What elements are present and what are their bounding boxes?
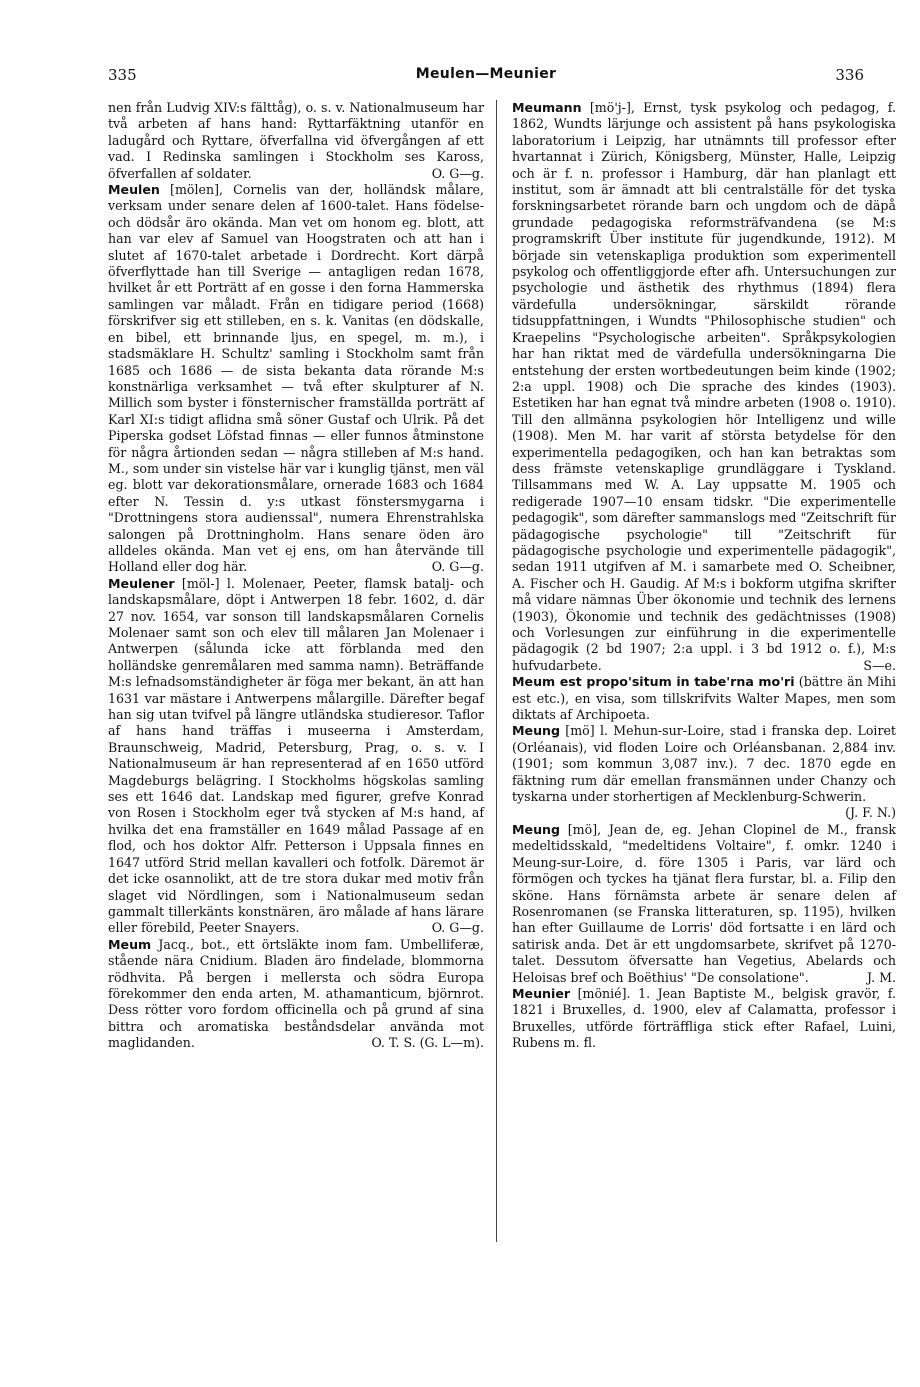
page-number-left: 335 (108, 66, 137, 84)
headword: Meum (108, 936, 152, 952)
entry-text: [mönié]. 1. Jean Baptiste M., belgisk gravör, f. 1821 i Bruxelles, d. 1900, elev af Calamatta, professor i Bruxelles, utförde förträffliga stick efter Rafael, Luini, Rubens m. fl. (512, 985, 896, 1051)
headword: Meum est propo'situm in tabe'rna mo'ri (512, 674, 795, 690)
signature: O. T. S. (G. L—m). (371, 1035, 484, 1051)
column-divider (496, 100, 497, 1242)
entry-text: [mö] l. Mehun-sur-Loire, stad i franska dep. Loiret (Orléanais), vid floden Loire och Orléansbanan. 2,884 inv. (1901; som kommun 3,087 inv.). 7 dec. 1870 egde en fäktning rum där emellan fransmännen under Chanzy och tyskarna under storhertigen af Mecklenburg-Schwerin. (512, 723, 896, 805)
page-header (108, 66, 864, 90)
entry-meunier (512, 986, 896, 1052)
page-number-right: 336 (835, 66, 864, 84)
signature: (J. F. N.) (845, 805, 896, 821)
signature: O. G—g. (431, 559, 484, 575)
entry-meung-stad (512, 723, 896, 821)
entry-text: [mö'j-], Ernst, tysk psykolog och pedagog, f. 1862, Wundts lärjunge och assistent på hans psykologiska laboratorium i Leipzig, har utnämnts till professor efter hvartannat i Zürich, Königsberg, Münster, Halle, Leipzig och är f. n. professor i Hamburg, där han planlagt ett institut, som är ämnadt att bli centralställe för det tyska forskningsarbetet rörande barn och ungdom och de däpå grundade pedagogiska reformsträfvandena (se M:s programskrift Über institute für jugendkunde, 1912). M började sin vetenskapliga produktion som experimentell psykolog och offentliggjorde efter afh. Untersuchungen zur psychologie und ästhetik des rhythmus (1894) flera värdefulla undersökningar, särskildt rörande tidsuppfattningen, i Wundts "Philosophische studien" och Kraepelins "Psychologische arbeiten". Språkpsykologien har han riktat med de värdefulla undersökningarna Die entstehung der ersten wortbedeutungen beim kinde (1902; 2:a uppl. 1908) och Die sprache des kindes (1903). Estetiken har han egnat två mindre arbeten (1908 o. 1910). Till den allmänna psykologien hör Intelligenz und wille (1908). Men M. har varit af största betydelse för den experimentella pedagogiken, och han kan betraktas som dess främste vetenskaplige grundläggare i Tyskland. Tillsammans med W. A. Lay uppsatte M. 1905 och redigerade 1907—10 ensam tidskr. "Die experimentelle pedagogik", som därefter sammanslogs med "Zeitschrift für pädagogische psychologie" till "Zeitschrift für pädagogische psychologie und experimentelle pädagogik", sedan 1911 utgifven af M. i samarbete med O. Scheibner, A. Fischer och H. Gaudig. Af M:s i bokform utgifna skrifter må vidare nämnas Über ökonomie und technik des lernens (1903), Ökonomie und technik des gedächtnisses (1908) och Vorlesungen zur einführung in die experimentelle pädagogik (2 bd 1907; 2:a uppl. i 3 bd 1912 o. f.), M:s hufvudarbete. (512, 100, 896, 673)
entry-text: nen från Ludvig XIV:s fälttåg), o. s. v. Nationalmuseum har två arbeten af hans hand: Ryttarfäktning utanför en ladugård och Ryttare, öfverfallna vid öfvergången af ett vad. I Redinska samlingen i Stockholm ses Kaross, öfverfallen af soldater. (108, 100, 484, 181)
right-column (512, 100, 896, 1052)
signature: S—e. (863, 657, 896, 673)
signature: O. G—g. (431, 920, 484, 936)
headword: Meulen (108, 182, 160, 198)
signature: J. M. (867, 969, 896, 985)
entry-meulen (108, 182, 484, 576)
entry-text: Jacq., bot., ett örtsläkte inom fam. Umbelliferæ, stående nära Cnidium. Bladen äro findelade, blommorna rödhvita. På bergen i mellersta och södra Europa förekommer den enda arten, M. athamanticum, björnrot. Dess rötter voro fordom officinella och på grund af sina bittra och aromatiska beståndsdelar använda mot maglidanden. (108, 936, 484, 1051)
entry-continuation (108, 100, 484, 182)
entry-meung-jean (512, 822, 896, 986)
running-title: Meulen—Meunier (415, 66, 557, 82)
headword: Meunier (512, 985, 571, 1001)
entry-text: [mölen], Cornelis van der, holländsk målare, verksam under senare delen af 1600-talet. Hans födelse- och dödsår äro okända. Man vet om honom eg. blott, att han var elev af Samuel van Hoogstraten och att han i slutet af 1670-talet arbetade i Dordrecht. Kort därpå öfverflyttade han till Sverige — antagligen redan 1678, hvilket år ett Porträtt af en gosse i den forna Hammerska samlingen var måladt. Från en tidigare period (1668) förskrifver sig ett stilleben, en s. k. Vanitas (en dödskalle, en bibel, ett brinnande ljus, en spegel, m. m.), i stadsmäklare H. Schultz' samling i Stockholm samt från 1685 och 1686 — de sista bekanta data rörande M:s konstnärliga verksamhet — två efter skulpturer af N. Millich som byster i fönsternischer framställda porträtt af Karl XI:s tidigt aflidna små söner Gustaf och Ulrik. På det Piperska godset Löfstad finnas — eller funnos åtminstone för några årtionden sedan — några stilleben af M:s hand. M., som under sin vistelse här var i kunglig tjänst, men väl eg. blott var dekorationsmålare, ornerade 1683 och 1684 efter N. Tessin d. y:s utkast fönstersmygarna i "Drottningens stora audienssal", numera Ehrenstrahlska salongen på Drottningholm. Hans senare öden äro alldeles okända. Man vet ej ens, om han återvände till Holland eller dog här. (108, 182, 484, 575)
left-column (108, 100, 484, 1052)
headword: Meumann (512, 100, 582, 115)
entry-meumann (512, 100, 896, 674)
entry-meulener (108, 576, 484, 937)
headword: Meulener (108, 575, 175, 591)
entry-text: [möl-] l. Molenaer, Peeter, flamsk batalj- och landskapsmålare, döpt i Antwerpen 18 febr. 1602, d. där 27 nov. 1654, var sonson till landskapsmålaren Cornelis Molenaer samt son och elev till målaren Jan Molenaer i Antwerpen (sålunda icke att förblanda med den holländske genremålaren med samma namn). Beträffande M:s lefnadsomständigheter är föga mer bekant, än att han 1631 var mästare i Antwerpens målargille. Därefter begaf han sig utan tvifvel på längre utländska studieresor. Taflor af hans hand träffas i museerna i Amsterdam, Braunschweig, Madrid, Petersburg, Prag, o. s. v. I Nationalmuseum är han representerad af en 1650 utförd Magdeburgs belägring. I Stockholms högskolas samling ses ett 1646 dat. Landskap med figurer, grefve Konrad von Rosen i Stockholm eger två stycken af M:s hand, af hvilka det ena framställer en 1649 målad Passage af en flod, och hos doktor Alfr. Petterson i Uppsala finnes en 1647 utförd Strid mellan kavalleri och fotfolk. Däremot är det icke osannolikt, att de tre stora dukar med motiv från slaget vid Nördlingen, som i Nationalmuseum sedan gammalt tillerkänts konstnären, äro målade af hans lärare eller förebild, Peeter Snayers. (108, 575, 484, 936)
headword: Meung (512, 821, 561, 837)
entry-meum-est (512, 674, 896, 723)
entry-text: [mö], Jean de, eg. Jehan Clopinel de M., fransk medeltidsskald, "medeltidens Voltaire", f. omkr. 1240 i Meung-sur-Loire, d. före 1305 i Paris, var lärd och förmögen och tyckes ha tjänat flera furstar, bl. a. Filip den sköne. Hans förnämsta arbete är senare delen af Rosenromanen (se Franska litteraturen, sp. 1195), hvilken han efter Guillaume de Lorris' död fortsatte i en lärd och satirisk anda. Det är ett ungdomsarbete, skrifvet på 1270-talet. Dessutom öfversatte han Vegetius, Abelards och Heloisas bref och Boëthius' "De consolatione". (512, 821, 896, 985)
entry-text: (bättre än Mihi est etc.), en visa, som tillskrifvits Walter Mapes, men som diktats af Archipoeta. (512, 674, 896, 723)
headword: Meung (512, 723, 561, 739)
entry-meum (108, 937, 484, 1052)
signature: O. G—g. (431, 165, 484, 181)
